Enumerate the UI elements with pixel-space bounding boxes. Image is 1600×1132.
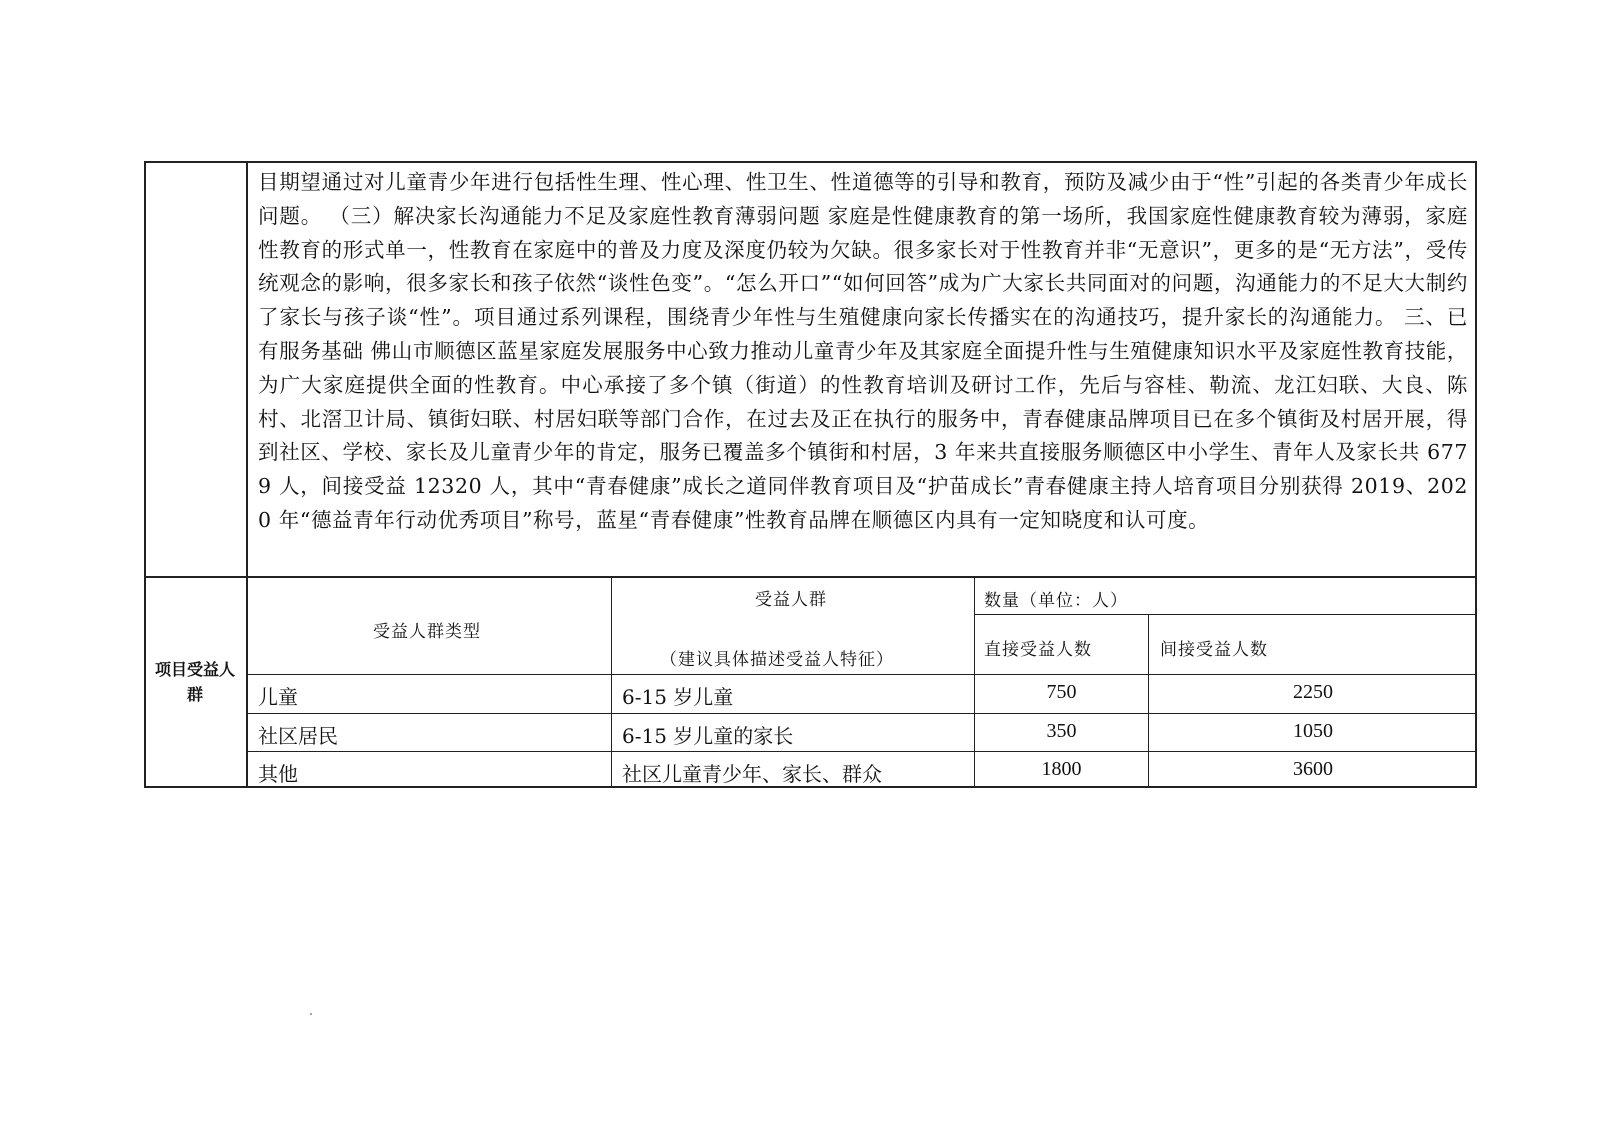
- row-1-description: 6-15 岁儿童: [622, 685, 734, 709]
- row-1-type: 儿童: [258, 685, 298, 709]
- table-divider-text-section: [144, 576, 1477, 578]
- row-3-indirect: 3600: [1293, 758, 1333, 780]
- row-2-description: 6-15 岁儿童的家长: [622, 724, 794, 748]
- header-beneficiary-group: 受益人群: [755, 590, 827, 610]
- header-quantity: 数量（单位：人）: [984, 591, 1128, 611]
- table-divider-quantity-subheader: [974, 614, 1477, 615]
- project-background-paragraph: 目期望通过对儿童青少年进行包括性生理、性心理、性卫生、性道德等的引导和教育，预防及减少由于“性”引起的各类青少年成长问题。 （三）解决家长沟通能力不足及家庭性教育薄弱问题 家庭是性健康教育的第一场所，我国家庭性健康教育较为薄弱，家庭性教育的形式单一，性教育在家庭中的普及力度及深度仍较为欠缺。很多家长对于性教育并非“无意识”，更多的是“无方法”，受传统观念的影响，很多家长和孩子依然“谈性色变”。“怎么开口”“如何回答”成为广大家长共同面对的问题，沟通能力的不足大大制约了家长与孩子谈“性”。项目通过系列课程，围绕青少年性与生殖健康向家长传播实在的沟通技巧，提升家长的沟通能力。 三、已有服务基础 佛山市顺德区蓝星家庭发展服务中心致力推动儿童青少年及其家庭全面提升性与生殖健康知识水平及家庭性教育技能，为广大家庭提供全面的性教育。中心承接了多个镇（街道）的性教育培训及研讨工作，先后与容桂、勒流、龙江妇联、大良、陈村、北滘卫计局、镇街妇联、村居妇联等部门合作，在过去及正在执行的服务中，青春健康品牌项目已在多个镇街及村居开展，得到社区、学校、家长及儿童青少年的肯定，服务已覆盖多个镇街和村居，3 年来共直接服务顺德区中小学生、青年人及家长共 6779 人，间接受益 12320 人，其中“青春健康”成长之道同伴教育项目及“护苗成长”青春健康主持人培育项目分别获得 2019、2020 年“德益青年行动优秀项目”称号，蓝星“青春健康”性教育品牌在顺德区内具有一定知晓度和认可度。: [258, 170, 1468, 532]
- header-beneficiary-group-note: （建议具体描述受益人特征）: [660, 650, 894, 670]
- scan-speck: [310, 1013, 312, 1015]
- table-divider-group-column: [611, 576, 612, 788]
- row-2-direct: 350: [1046, 720, 1077, 742]
- header-indirect-count: 间接受益人数: [1160, 640, 1268, 660]
- row-2-type: 社区居民: [258, 724, 338, 748]
- row-1-indirect: 2250: [1293, 681, 1333, 703]
- table-divider-label-column: [246, 161, 248, 788]
- header-direct-count: 直接受益人数: [984, 640, 1092, 660]
- row-1-direct: 750: [1046, 681, 1077, 703]
- table-divider-row-2: [246, 751, 1477, 752]
- row-3-description: 社区儿童青少年、家长、群众: [622, 762, 882, 786]
- table-divider-row-1: [246, 713, 1477, 714]
- table-divider-header-bottom: [246, 674, 1477, 675]
- section-label-beneficiaries: 项目受益人群: [154, 660, 235, 704]
- row-3-direct: 1800: [1041, 758, 1082, 780]
- header-beneficiary-type: 受益人群类型: [373, 622, 481, 642]
- row-3-type: 其他: [258, 762, 298, 786]
- row-2-indirect: 1050: [1293, 720, 1333, 742]
